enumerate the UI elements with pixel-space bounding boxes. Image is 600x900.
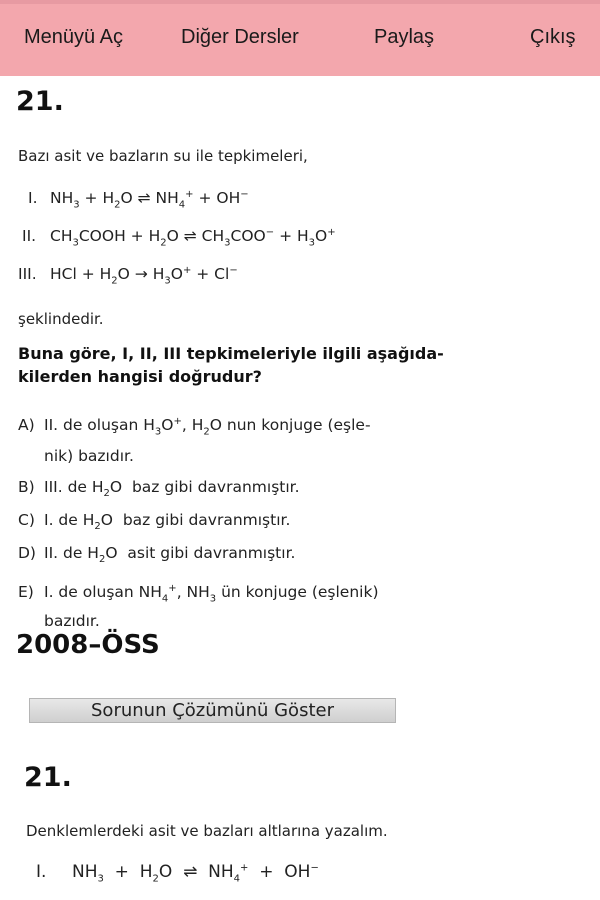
option-a: A) II. de oluşan $H_3O^+$, $H_2O$ nun konjuge (eşle- — [18, 416, 371, 438]
other-lessons-button[interactable]: Diğer Dersler — [181, 26, 299, 48]
reaction-1: I. $NH_3 + H_2O$ ⇌ $NH_4^+ + OH^-$ — [28, 189, 249, 211]
question-source: 2008–ÖSS — [16, 630, 160, 660]
option-a-line-2: nik) bazıdır. — [44, 447, 134, 465]
open-menu-button[interactable]: Menüyü Aç — [24, 26, 123, 48]
question-prompt-line-2: kilerden hangisi doğrudur? — [18, 367, 262, 386]
option-c: C) I. de $H_2O$ baz gibi davranmıştır. — [18, 511, 291, 533]
reaction-2: II. $CH_3COOH + H_2O$ ⇌ $CH_3COO^- + H_3O^+$ — [22, 227, 336, 249]
exit-button[interactable]: Çıkış — [530, 26, 576, 48]
question-outro: şeklindedir. — [18, 310, 104, 328]
option-e: E) I. de oluşan $NH_4^+$, $NH_3$ ün konjuge (eşlenik) — [18, 583, 379, 605]
solution-number: 21. — [24, 762, 72, 793]
option-c-letter: C) — [18, 511, 35, 529]
reaction-2-label: II. — [22, 227, 37, 246]
show-solution-button[interactable]: Sorunun Çözümünü Göster — [29, 698, 396, 723]
share-button[interactable]: Paylaş — [374, 26, 435, 48]
option-b: B) III. de $H_2O$ baz gibi davranmıştır. — [18, 478, 300, 500]
solution-reaction-1: I. $NH_3 + H_2O$ ⇌ $NH_4^+ + OH^-$ — [36, 862, 319, 885]
option-e-letter: E) — [18, 583, 34, 602]
reaction-3: III. HCl + $H_2O \to H_3O^+ + Cl^-$ — [18, 265, 238, 287]
top-menu-bar — [0, 0, 600, 76]
question-prompt-line-1: Buna göre, I, II, III tepkimeleriyle ilgili aşağıda- — [18, 344, 444, 363]
reaction-3-label: III. — [18, 265, 37, 284]
solution-intro: Denklemlerdeki asit ve bazları altlarına yazalım. — [26, 822, 388, 840]
solution-reaction-1-label: I. — [36, 862, 47, 882]
option-b-letter: B) — [18, 478, 35, 496]
question-number: 21. — [16, 86, 64, 117]
question-intro: Bazı asit ve bazların su ile tepkimeleri, — [18, 147, 308, 165]
reaction-1-label: I. — [28, 189, 38, 208]
option-d-letter: D) — [18, 544, 36, 562]
option-d: D) II. de $H_2O$ asit gibi davranmıştır. — [18, 544, 296, 566]
option-a-letter: A) — [18, 416, 35, 435]
option-e-line-2: bazıdır. — [44, 612, 100, 630]
